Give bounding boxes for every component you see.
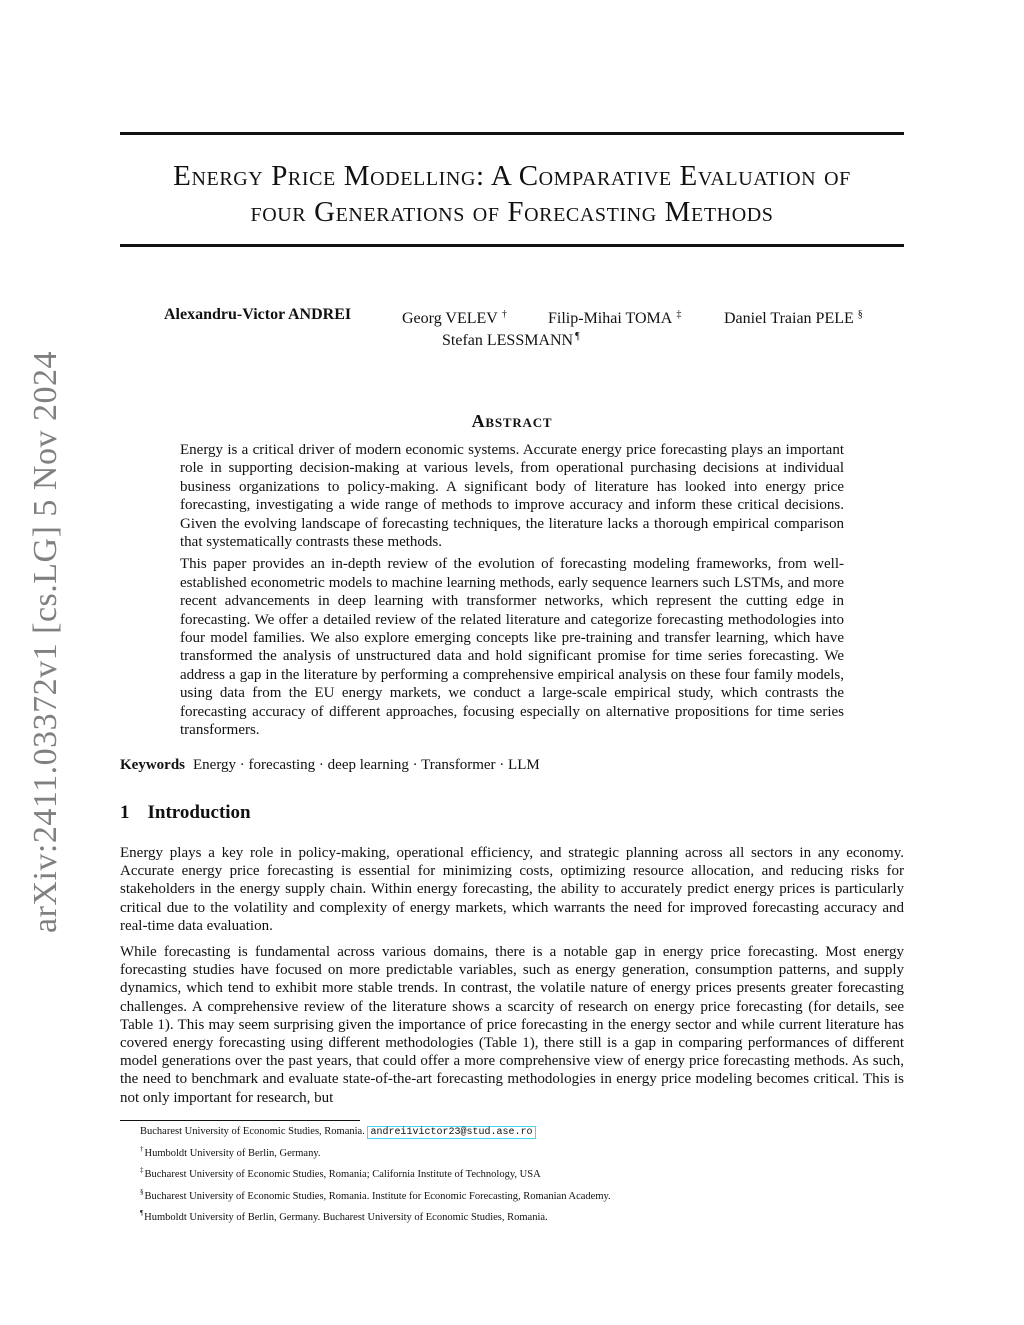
section-title: Introduction <box>147 802 251 823</box>
arxiv-stamp: arXiv:2411.03372v1 [cs.LG] 5 Nov 2024 <box>27 351 64 933</box>
title-bottom-rule <box>120 244 904 247</box>
section-heading-introduction <box>120 802 251 824</box>
title-line-2: four Generations of Forecasting Methods <box>250 196 774 228</box>
footnotes <box>140 1123 900 1226</box>
author-andrei: Alexandru-Victor ANDREI <box>164 306 352 323</box>
author-lessmann: Stefan LESSMANN ¶ <box>442 331 580 349</box>
footnote-3: ‡Bucharest University of Economic Studies, Romania; California Institute of Technology, USA <box>140 1166 541 1181</box>
footnote-rule <box>120 1120 360 1121</box>
keywords-text: Energy · forecasting · deep learning · Transformer · LLM <box>193 757 540 773</box>
paper-title <box>120 158 904 230</box>
abstract-paragraph: This paper provides an in-depth review of the evolution of forecasting modeling frameworks, from well-established econometric models to machine learning methods, early sequence learners such LSTMs, and more recent advancements in deep learning with transformer networks, which represent the cutting edge in forecasting. We offer a detailed review of the related literature and categorize forecasting methodologies into four model families. We also explore emerging concepts like pre-training and transfer learning, which have transformed the analysis of unstructured data and hold significant promise for time series forecasting. We address a gap in the literature by performing a comprehensive empirical analysis on these four family models, using data from the EU energy markets, we conduct a large-scale empirical study, which contrasts the forecasting accuracy of different approaches, focusing especially on alternative propositions for time series transformers. <box>180 556 844 739</box>
body-paragraph: While forecasting is fundamental across various domains, there is a notable gap in energy price forecasting. Most energy forecasting studies have focused on more predictable variables, such as energy generation, consumption patterns, and supply dynamics, which tend to exhibit more stable trends. In contrast, the volatile nature of energy prices presents greater forecasting challenges. A comprehensive review of the literature shows a scarcity of research on energy price forecasting (for details, see Table 1). This may seem surprising given the importance of price forecasting in the energy sector and while current literature has covered energy forecasting using different methodologies (Table 1), there still is a gap in comparing performances of different model generations over the past years, that could offer a more comprehensive view of energy price forecasting methods. As such, the need to benchmark and evaluate state-of-the-art forecasting methodologies in energy price modeling becomes critical. This is not only important for research, but <box>120 944 904 1106</box>
keywords-label: Keywords <box>120 757 185 773</box>
author-pele: Daniel Traian PELE § <box>724 309 863 327</box>
section-number: 1 <box>120 802 130 823</box>
author-toma: Filip-Mihai TOMA ‡ <box>548 309 682 327</box>
footnote-4: §Bucharest University of Economic Studies, Romania. Institute for Economic Forecasting, Romanian Academy. <box>140 1187 611 1202</box>
abstract-paragraph: Energy is a critical driver of modern economic systems. Accurate energy price forecasting plays an important role in supporting decision-making at various levels, from operational purchasing decisions at individual business organizations to policy-making. A significant body of literature has looked into energy price forecasting, investigating a wide range of methods to improve accuracy and inform these critical decisions. Given the evolving landscape of forecasting techniques, the literature lacks a thorough empirical comparison that systematically contrasts these methods. <box>180 442 844 551</box>
footnote-1: Bucharest University of Economic Studies, Romania. andrei1victor23@stud.ase.ro <box>140 1123 900 1141</box>
keywords <box>120 757 540 774</box>
title-top-rule <box>120 132 904 135</box>
author-email-link[interactable]: andrei1victor23@stud.ase.ro <box>367 1126 535 1139</box>
footnote-5: ¶Humboldt University of Berlin, Germany. Bucharest University of Economic Studies, Romania. <box>140 1208 548 1223</box>
introduction-body <box>120 844 904 1115</box>
title-line-1: Energy Price Modelling: A Comparative Evaluation of <box>173 160 851 192</box>
abstract-body <box>180 441 844 744</box>
body-paragraph: Energy plays a key role in policy-making, operational efficiency, and strategic planning across all sectors in any economy. Accurate energy price forecasting is essential for minimizing costs, optimizing resource allocation, and reducing risks for stakeholders in the energy supply chain. Within energy forecasting, the ability to accurately predict energy prices is particularly critical due to the volatility and complexity of energy markets, which warrants the need for improved forecasting accuracy and real-time data evaluation. <box>120 845 904 934</box>
abstract-heading: Abstract <box>471 411 553 431</box>
footnote-2: †Humboldt University of Berlin, Germany. <box>140 1145 321 1160</box>
author-velev: Georg VELEV † <box>402 309 507 327</box>
